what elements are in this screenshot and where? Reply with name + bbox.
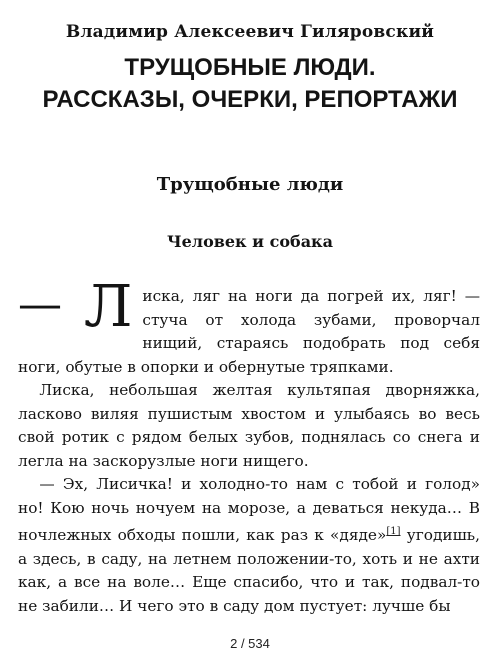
story-title: Человек и собака <box>167 232 333 251</box>
paragraph-2: Лиска, небольшая желтая культяпая дворняжка, ласково виляя пушистым хвостом и улыбаясь во весь свой ротик с рядом белых зубов, поднялась со снега и легла на заскорузлые ноги нищего. <box>18 381 480 470</box>
book-title-line-1: ТРУЩОБНЫЕ ЛЮДИ. <box>124 54 376 81</box>
dialogue-dash: — <box>18 279 62 330</box>
page-indicator: 2 / 534 <box>230 636 270 651</box>
paragraph-3-text-a: — Эх, Лисичка! и холодно-то нам с тобой и голод» но! Кою ночь ночуем на морозе, а деваться некуда… В ночлежных обходы пошли, как раз к «дяде» <box>18 475 480 544</box>
book-title-line-2: РАССКАЗЫ, ОЧЕРКИ, РЕПОРТАЖИ <box>42 86 458 113</box>
paragraph-3-text-b: угодишь, а здесь, в саду, на летнем положении-то, хоть и не ахти как, а все на воле… Еще спасибо, что и так, подвал-то не забили… И чего это в саду дом пустует: лучше бы <box>18 526 480 615</box>
paragraph-1-text: иска, ляг на ноги да погрей их, ляг! — стуча от холода зубами, проворчал нищий, стараясь подобрать под себя ноги, обутые в опорки и обернутые тряпками. <box>18 287 480 376</box>
section-title: Трущобные люди <box>156 174 344 195</box>
drop-cap: Л <box>84 272 133 340</box>
paragraph-3 <box>18 473 480 618</box>
author-name: Владимир Алексеевич Гиляровский <box>65 22 435 42</box>
body-text <box>18 272 480 618</box>
paragraph-1 <box>18 272 480 379</box>
book-title <box>0 52 500 116</box>
footnote-link[interactable]: [1] <box>386 526 401 537</box>
